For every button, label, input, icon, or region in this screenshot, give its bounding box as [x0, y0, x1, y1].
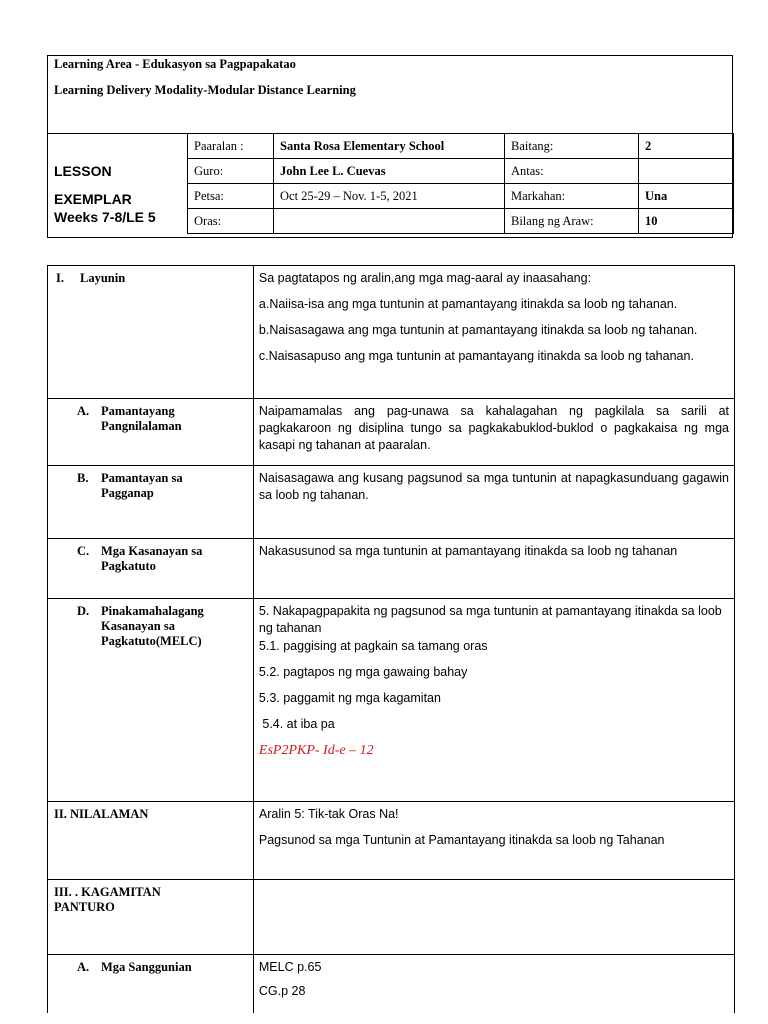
melc-item: 5.2. pagtapos ng mga gawaing bahay	[258, 665, 468, 679]
section-label-line: Kasanayan sa	[101, 619, 175, 633]
melc-item: 5.4. at iba pa	[258, 717, 335, 731]
sanggunian-content-cell	[253, 955, 734, 1013]
melc-item: 5.3. paggamit ng mga kagamitan	[258, 691, 441, 705]
melc-content-cell	[253, 599, 734, 802]
lesson-label-line: LESSON	[54, 163, 112, 179]
antas-label: Antas:	[505, 159, 639, 184]
melc-item: 5.1. paggising at pagkain sa tamang oras	[258, 639, 488, 653]
objective-item: b.Naisasagawa ang mga tuntunin at pamantayang itinakda sa loob ng tahanan.	[258, 323, 698, 337]
table-row	[48, 599, 735, 802]
layunin-label-cell	[48, 266, 254, 399]
sanggunian-label-cell	[48, 955, 254, 1013]
table-row	[48, 802, 735, 880]
section-letter: B.	[77, 471, 89, 485]
section-label-line: Pinakamahalagang	[101, 604, 204, 618]
section-number: I.	[56, 271, 64, 285]
pangnilalaman-text: Naipamamalas ang pag-unawa sa kahalagahan ng pagkilala sa sarili at pagkakaroon ng disiplina tungo sa pagkakabuklod-buklod o pagkakaisa ng mga kasapi ng tahanan at paaralan.	[253, 399, 734, 466]
sanggunian-line: MELC p.65	[258, 960, 322, 974]
oras-value	[274, 209, 505, 234]
section-label-line: Pagganap	[101, 486, 154, 500]
kasanayan-text: Nakasusunod sa mga tuntunin at pamantayang itinakda sa loob ng tahanan	[253, 539, 734, 599]
section-label-line: Pagkatuto	[101, 559, 156, 573]
section-label-line: Pagkatuto(MELC)	[101, 634, 202, 648]
section-letter: D.	[77, 604, 90, 618]
sanggunian-line: CG.p 28	[258, 984, 306, 998]
layunin-content-cell	[253, 266, 734, 399]
kasanayan-label-cell	[48, 539, 254, 599]
petsa-value: Oct 25-29 – Nov. 1-5, 2021	[274, 184, 505, 209]
pangnilalaman-label-cell	[48, 399, 254, 466]
section-label-line: Pangnilalaman	[101, 419, 182, 433]
guro-label: Guro:	[188, 159, 274, 184]
lesson-plan-table	[47, 265, 735, 1013]
info-row	[188, 134, 734, 159]
kagamitan-label-cell	[48, 880, 254, 955]
markahan-label: Markahan:	[505, 184, 639, 209]
info-row	[188, 184, 734, 209]
section-label-line: Pamantayang	[101, 404, 175, 418]
section-letter: C.	[77, 544, 90, 558]
section-label-line: Mga Kasanayan sa	[101, 544, 203, 558]
guro-value: John Lee L. Cuevas	[274, 159, 505, 184]
pagganap-label-cell	[48, 466, 254, 539]
nilalaman-line: Aralin 5: Tik-tak Oras Na!	[258, 807, 399, 821]
pagganap-text: Naisasagawa ang kusang pagsunod sa mga tuntunin at napagkasunduang gagawin sa loob ng tahanan.	[253, 466, 734, 539]
table-row	[48, 955, 735, 1013]
markahan-value: Una	[639, 184, 734, 209]
lesson-exemplar-label	[54, 160, 156, 228]
paaralan-label: Paaralan :	[188, 134, 274, 159]
objective-item: a.Naiisa-isa ang mga tuntunin at pamantayang itinakda sa loob ng tahanan.	[258, 297, 678, 311]
baitang-label: Baitang:	[505, 134, 639, 159]
kagamitan-content-cell	[253, 880, 734, 955]
section-letter: A.	[77, 960, 90, 974]
delivery-modality-text: Learning Delivery Modality-Modular Distance Learning	[54, 83, 356, 97]
section-letter: A.	[77, 404, 90, 418]
learning-area-text: Learning Area - Edukasyon sa Pagpapakatao	[54, 57, 296, 71]
paaralan-value: Santa Rosa Elementary School	[274, 134, 505, 159]
petsa-label: Petsa:	[188, 184, 274, 209]
table-row	[48, 266, 735, 399]
objective-item: c.Naisasapuso ang mga tuntunin at pamantayang itinakda sa loob ng tahanan.	[258, 349, 694, 363]
table-row	[48, 466, 735, 539]
lesson-info-table	[187, 133, 734, 234]
melc-main: 5. Nakapagpapakita ng pagsunod sa mga tuntunin at pamantayang itinakda sa loob ng tahanan	[258, 604, 722, 635]
info-row	[188, 159, 734, 184]
lesson-weeks-label: Weeks 7-8/LE 5	[54, 209, 156, 225]
table-row	[48, 539, 735, 599]
lesson-label-line: EXEMPLAR	[54, 191, 132, 207]
melc-label-cell	[48, 599, 254, 802]
baitang-value: 2	[639, 134, 734, 159]
table-row	[48, 399, 735, 466]
section-label-line: Pamantayan sa	[101, 471, 183, 485]
nilalaman-content-cell	[253, 802, 734, 880]
nilalaman-line: Pagsunod sa mga Tuntunin at Pamantayang itinakda sa loob ng Tahanan	[258, 833, 665, 847]
antas-value	[639, 159, 734, 184]
layunin-intro: Sa pagtatapos ng aralin,ang mga mag-aaral ay inaasahang:	[258, 271, 592, 285]
table-row	[48, 880, 735, 955]
bilang-value: 10	[639, 209, 734, 234]
sanggunian-label: Mga Sanggunian	[101, 960, 192, 974]
layunin-label: Layunin	[80, 271, 126, 285]
nilalaman-label: II. NILALAMAN	[48, 802, 254, 880]
oras-label: Oras:	[188, 209, 274, 234]
info-row	[188, 209, 734, 234]
bilang-label: Bilang ng Araw:	[505, 209, 639, 234]
section-label-line: PANTURO	[54, 900, 115, 914]
section-label-line: III. . KAGAMITAN	[54, 885, 161, 899]
melc-code: EsP2PKP- Id-e – 12	[258, 743, 374, 758]
